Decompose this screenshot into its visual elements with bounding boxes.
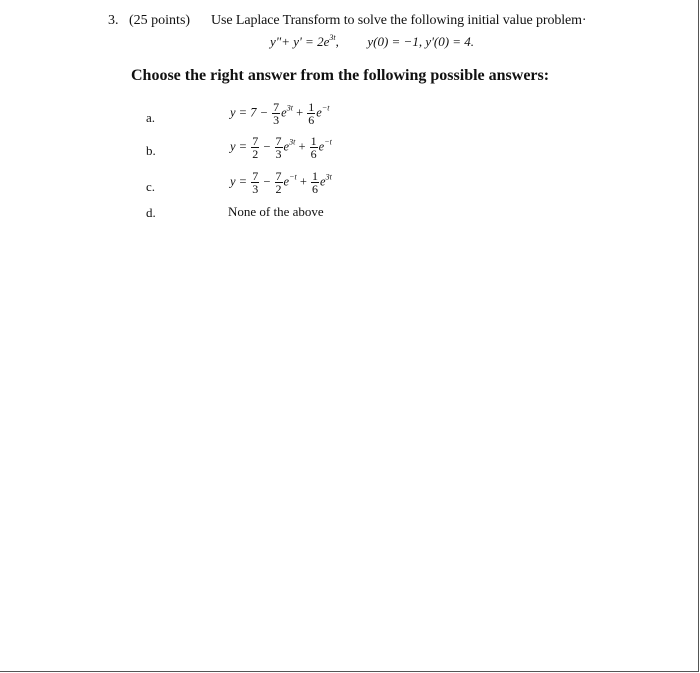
equation-exponent: 3t — [329, 33, 336, 42]
initial-value-problem — [270, 33, 474, 50]
option-c-frac1: $\frac{7}{2}$ — [275, 169, 282, 196]
option-a-lhs: y = 7 − — [230, 105, 269, 120]
option-c-frac2: $\frac{1}{6}$ — [312, 169, 319, 196]
option-c-frac0: $\frac{7}{3}$ — [252, 169, 259, 196]
option-c-label[interactable]: c. — [146, 179, 156, 194]
initial-condition-2: y'(0) = 4. — [425, 34, 475, 49]
option-b-frac1: $\frac{7}{3}$ — [275, 134, 282, 161]
instruction-heading: Choose the right answer from the following possible answers: — [131, 67, 550, 84]
equation-separator: , — [335, 34, 339, 49]
option-a-label[interactable]: a. — [146, 110, 156, 125]
option-c-formula: y = $\frac{7}{3}$ − $\frac{7}{2}$ $e^{-t}$ + $\frac{1}{6}$ $e^{3t}$ — [230, 169, 332, 196]
differential-equation: y"+ y' = 2e — [270, 34, 330, 49]
option-b-lhs: y = — [230, 139, 248, 154]
option-a-frac1: $\frac{7}{3}$ — [273, 100, 280, 127]
question-points: (25 points) — [129, 13, 191, 28]
option-b-frac0: $\frac{7}{2}$ — [252, 134, 259, 161]
option-c-lhs: y = — [230, 174, 248, 189]
question-prompt: Use Laplace Transform to solve the following initial value problem· — [211, 13, 587, 28]
option-b-formula: y = $\frac{7}{2}$ − $\frac{7}{3}$ $e^{3t}$ + $\frac{1}{6}$ $e^{-t}$ — [230, 134, 332, 161]
option-a-frac2: $\frac{1}{6}$ — [308, 100, 315, 127]
option-a-formula: y = 7 − $\frac{7}{3}$ $e^{3t}$ + $\frac{1}{6}$ $e^{-t}$ — [230, 100, 330, 127]
option-b-frac2: $\frac{1}{6}$ — [310, 134, 317, 161]
question-number: 3. — [108, 13, 119, 28]
initial-condition-1: y(0) = −1, — [367, 34, 423, 49]
option-b-label[interactable]: b. — [146, 143, 156, 158]
option-d-text[interactable]: None of the above — [228, 204, 324, 219]
option-d-label[interactable]: d. — [146, 205, 156, 220]
